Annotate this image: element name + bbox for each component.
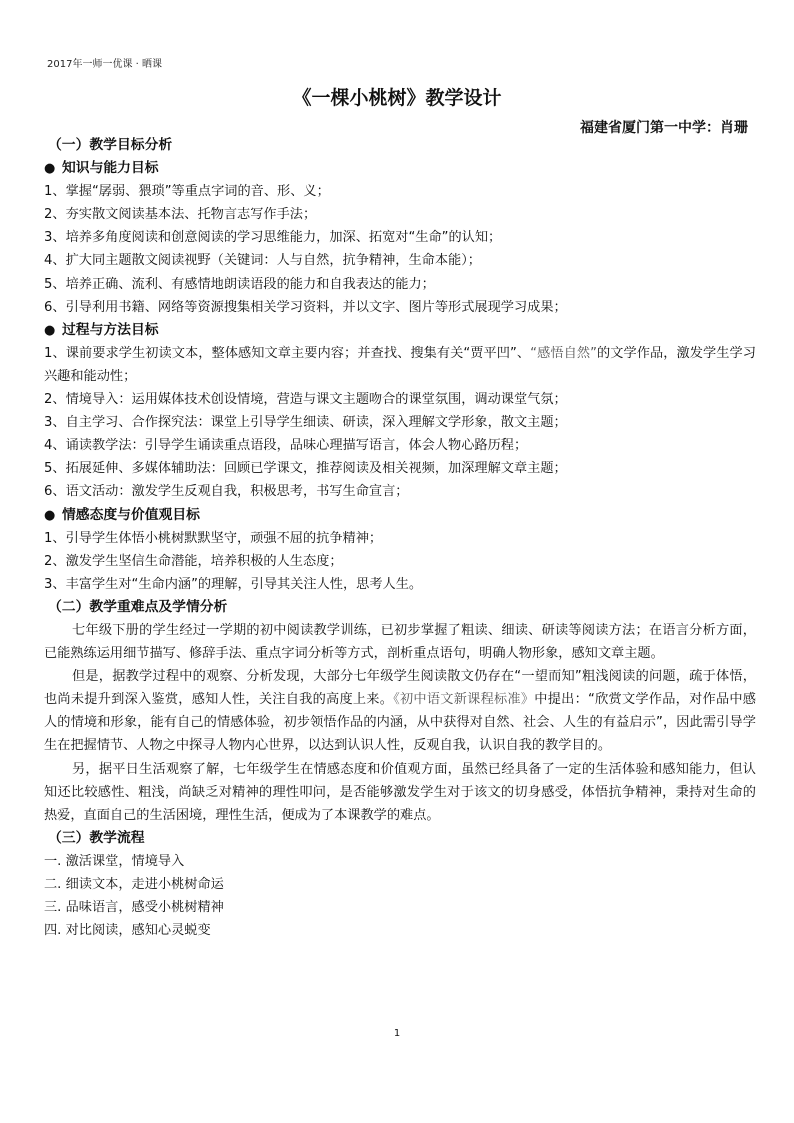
list-item: 6、语文活动：激发学生反观自我，积极思考，书写生命宣言；	[44, 484, 409, 500]
list-item-text: 的文学作品，激发学生学习兴趣和能动性；	[44, 345, 756, 384]
heading-text: 情感态度与价值观目标	[62, 506, 200, 523]
list-item: 2、情境导入：运用媒体技术创设情境，营造与课文主题吻合的课堂氛围，调动课堂气氛；	[44, 392, 567, 408]
list-item: 2、激发学生坚信生命潜能，培养积极的人生态度；	[44, 553, 343, 569]
section-heading-flow: （三）教学流程	[48, 829, 145, 846]
analysis-paragraph	[44, 665, 756, 757]
highlight-text: 《初中语文新课程标准》	[393, 692, 535, 708]
highlight-text: “感悟自然”	[530, 345, 597, 361]
analysis-paragraph: 七年级下册的学生经过一学期的初中阅读教学训练，已初步掌握了粗读、细读、研读等阅读方法；在语言分析方面，已能熟练运用细节描写、修辞手法、重点字词分析等方式，剖析重点语句，明确人物形象，感知文章主题。	[44, 622, 756, 662]
author-line: 福建省厦门第一中学：肖珊	[580, 120, 748, 136]
document-title: 《一棵小桃树》教学设计	[292, 87, 502, 109]
heading-text: 过程与方法目标	[62, 321, 159, 338]
section-heading-objectives: （一）教学目标分析	[48, 137, 173, 153]
bullet-icon: ●	[44, 322, 56, 338]
list-item: 6、引导利用书籍、网络等资源搜集相关学习资料，并以文字、图片等形式展现学习成果；	[44, 299, 567, 315]
document-body	[44, 134, 756, 942]
list-item: 4、扩大同主题散文阅读视野（关键词：人与自然，抗争精神，生命本能）；	[44, 253, 481, 269]
list-item: 1、引导学生体悟小桃树默默坚守，顽强不屈的抗争精神；	[44, 530, 383, 546]
knowledge-goal-heading	[44, 157, 756, 180]
list-item-text: 1、课前要求学生初读文本，整体感知文章主要内容；并查找、搜集有关“贾平凹”、	[44, 345, 531, 361]
header-note: 2017年一师一优课 · 晒课	[47, 59, 162, 70]
list-item	[44, 342, 756, 388]
process-goal-heading	[44, 319, 756, 342]
page-number: 1	[393, 1028, 401, 1039]
list-item: 4、诵读教学法：引导学生诵读重点语段，品味心理描写语言，体会人物心路历程；	[44, 438, 528, 454]
list-item: 2、夯实散文阅读基本法、托物言志写作手法；	[44, 207, 317, 223]
list-item: 3、自主学习、合作探究法：课堂上引导学生细读、研读，深入理解文学形象，散文主题；	[44, 415, 567, 431]
heading-text: 知识与能力目标	[62, 160, 159, 177]
list-item: 1、掌握“孱弱、猥琐”等重点字词的音、形、义；	[44, 184, 330, 200]
list-item: 5、培养正确、流利、有感情地朗读语段的能力和自我表达的能力；	[44, 276, 435, 292]
paragraph-text: 但是，据教学过程中的观察、分析发现，大部分七年级学生阅读散文仍存在“一望而知”粗浅阅读的问题，疏于体悟，也尚未提升到深入鉴赏，感知人性，关注自我的高度上来。	[44, 669, 756, 708]
paragraph-text: 中提出：“欣赏文学作品，对作品中感人的情境和形象，能有自己的情感体验，初步领悟作品的内涵，从中获得对自然、社会、人生的有益启示”，因此需引导学生在把握情节、人物之中探寻人物内心世界，以达到认识人性，反观自我，认识自我的教学目的。	[44, 692, 756, 754]
flow-item: 一. 激活课堂，情境导入	[44, 853, 185, 869]
list-item: 3、培养多角度阅读和创意阅读的学习思维能力，加深、拓宽对“生命”的认知；	[44, 230, 502, 246]
emotion-goal-heading	[44, 504, 756, 527]
bullet-icon: ●	[44, 507, 56, 523]
section-heading-analysis: （二）教学重难点及学情分析	[48, 598, 228, 615]
flow-item: 三. 品味语言，感受小桃树精神	[44, 900, 224, 916]
analysis-paragraph: 另，据平日生活观察了解，七年级学生在情感态度和价值观方面，虽然已经具备了一定的生活体验和感知能力，但认知还比较感性、粗浅，尚缺乏对精神的理性叩问，是否能够激发学生对于该文的切身感受，体悟抗争精神，秉持对生命的热爱，直面自己的生活困境，理性生活，便成为了本课教学的难点。	[44, 761, 756, 823]
bullet-icon: ●	[44, 161, 56, 177]
flow-item: 四. 对比阅读，感知心灵蜕变	[44, 923, 211, 939]
list-item: 3、丰富学生对“生命内涵”的理解，引导其关注人性，思考人生。	[44, 576, 423, 592]
flow-item: 二. 细读文本，走进小桃树命运	[44, 877, 224, 892]
list-item: 5、拓展延伸、多媒体辅助法：回顾已学课文，推荐阅读及相关视频，加深理解文章主题；	[44, 461, 567, 477]
